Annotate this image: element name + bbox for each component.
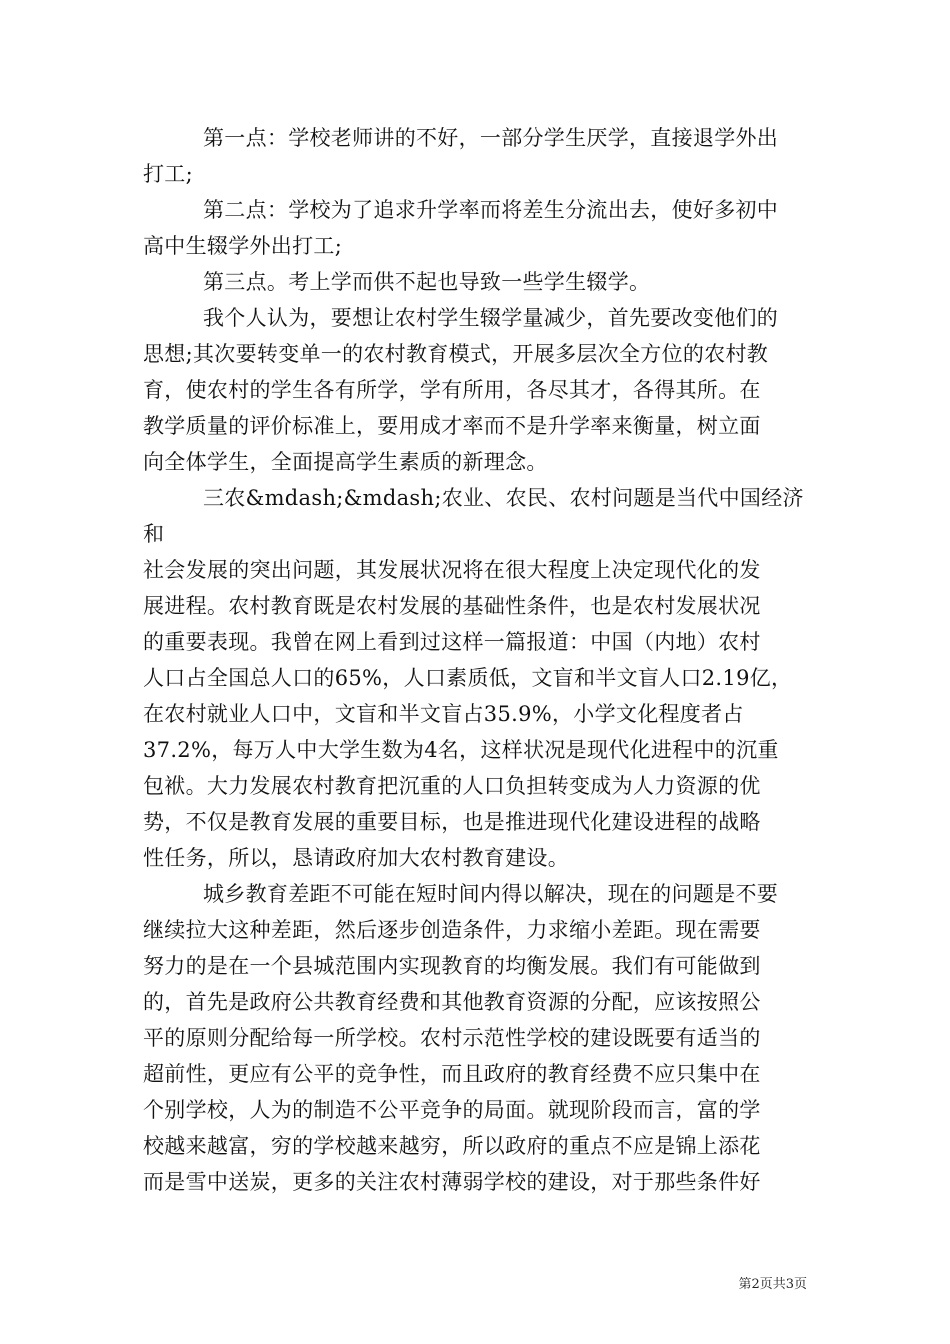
text-line: 平的原则分配给每一所学校。农村示范性学校的建设既要有适当的 bbox=[143, 1026, 761, 1050]
text-line: 的，首先是政府公共教育经费和其他教育资源的分配，应该按照公 bbox=[143, 990, 761, 1014]
text-line: 继续拉大这种差距，然后逐步创造条件，力求缩小差距。现在需要 bbox=[143, 918, 761, 942]
text-line: 37.2%，每万人中大学生数为4名，这样状况是现代化进程中的沉重 bbox=[143, 738, 779, 762]
text-line: 第三点。考上学而供不起也导致一些学生辍学。 bbox=[203, 270, 651, 294]
text-line: 校越来越富，穷的学校越来越穷，所以政府的重点不应是锦上添花 bbox=[143, 1134, 761, 1158]
text-line: 育，使农村的学生各有所学，学有所用，各尽其才，各得其所。在 bbox=[143, 378, 761, 402]
text-line: 在农村就业人口中，文盲和半文盲占35.9%，小学文化程度者占 bbox=[143, 702, 744, 726]
text-line: 包袱。大力发展农村教育把沉重的人口负担转变成为人力资源的优 bbox=[143, 774, 761, 798]
paragraph bbox=[143, 480, 807, 876]
text-line: 我个人认为，要想让农村学生辍学量减少，首先要改变他们的 bbox=[203, 306, 779, 330]
text-line: 教学质量的评价标准上，要用成才率而不是升学率来衡量，树立面 bbox=[143, 414, 761, 438]
paragraph bbox=[143, 264, 807, 300]
text-line: 社会发展的突出问题，其发展状况将在很大程度上决定现代化的发 bbox=[143, 558, 761, 582]
paragraph bbox=[143, 192, 807, 264]
text-line: 的重要表现。我曾在网上看到过这样一篇报道：中国（内地）农村 bbox=[143, 630, 761, 654]
text-line: 第一点：学校老师讲的不好，一部分学生厌学，直接退学外出 bbox=[203, 126, 779, 150]
text-line: 高中生辍学外出打工; bbox=[143, 234, 343, 258]
paragraph bbox=[143, 120, 807, 192]
text-line: 势，不仅是教育发展的重要目标，也是推进现代化建设进程的战略 bbox=[143, 810, 761, 834]
text-line: 性任务，所以，恳请政府加大农村教育建设。 bbox=[143, 846, 569, 870]
text-line: 城乡教育差距不可能在短时间内得以解决，现在的问题是不要 bbox=[203, 882, 779, 906]
text-line: 展进程。农村教育既是农村发展的基础性条件，也是农村发展状况 bbox=[143, 594, 761, 618]
text-line: 思想;其次要转变单一的农村教育模式，开展多层次全方位的农村教 bbox=[143, 342, 769, 366]
text-line: 第二点：学校为了追求升学率而将差生分流出去，使好多初中 bbox=[203, 198, 779, 222]
text-line: 向全体学生，全面提高学生素质的新理念。 bbox=[143, 450, 548, 474]
text-line: 努力的是在一个县城范围内实现教育的均衡发展。我们有可能做到 bbox=[143, 954, 761, 978]
text-line: 人口占全国总人口的65%，人口素质低，文盲和半文盲人口2.19亿， bbox=[143, 666, 793, 690]
page-number: 第2页共3页 bbox=[738, 1277, 807, 1292]
text-line: 而是雪中送炭，更多的关注农村薄弱学校的建设，对于那些条件好 bbox=[143, 1170, 761, 1194]
text-line: 个别学校，人为的制造不公平竞争的局面。就现阶段而言，富的学 bbox=[143, 1098, 761, 1122]
text-line: 三农&mdash;&mdash;农业、农民、农村问题是当代中国经济和 bbox=[143, 486, 804, 546]
paragraph bbox=[143, 300, 807, 480]
text-line: 打工; bbox=[143, 162, 193, 186]
paragraph bbox=[143, 876, 807, 1200]
text-line: 超前性，更应有公平的竞争性，而且政府的教育经费不应只集中在 bbox=[143, 1062, 761, 1086]
document-body bbox=[143, 120, 807, 1200]
